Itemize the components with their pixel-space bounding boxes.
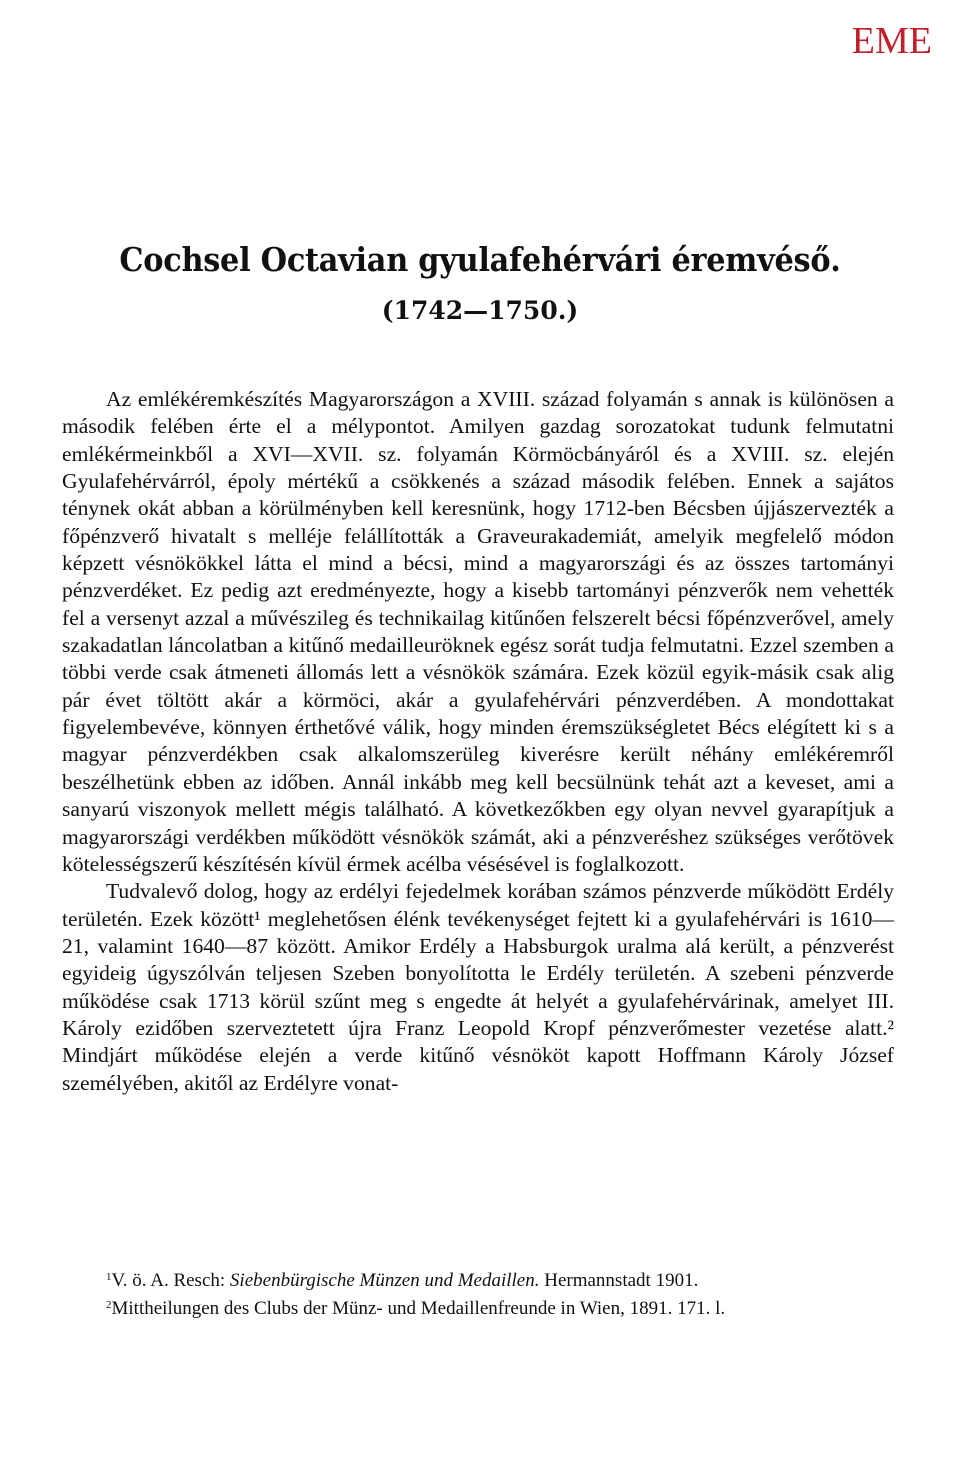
article-title: Cochsel Octavian gyulafehérvári éremvéső. <box>119 240 841 279</box>
article-subtitle: (1742—1750.) <box>381 296 579 325</box>
paragraph-2: Tudvalevő dolog, hogy az erdélyi fejedelmek korában számos pénzverde működött Erdély területén. Ezek között¹ meglehetősen élénk tevékenységet fejtett ki a gyulafehérvári is 1610—21, valamint 1640—87 között. Amikor Erdély a Habsburgok uralma alá került, a pénzverést egyideig úgyszólván teljesen Szeben bonyolította le Erdély területén. A szebeni pénzverde működése csak 1713 körül szűnt meg s engedte át helyét a gyulafehérvárinak, amelyet III. Károly ezidőben szerveztetett újra Franz Leopold Kropf pénzverőmester vezetése alatt.² Mindjárt működése elején a verde kitűnő vésnököt kapott Hoffmann Károly József személyében, akitől az Erdélyre vonat- <box>62 879 894 1095</box>
footnote-text: V. ö. A. Resch: <box>111 1270 230 1291</box>
paragraph-1: Az emlékéremkészítés Magyarországon a XVIII. század folyamán s annak is különösen a második felében érte el a mélypontot. Amilyen gazdag sorozatokat tudunk felmutatni emlékérmeinkből a XVI—XVII. sz. folyamán Körmöcbányáról és a XVIII. sz. elején Gyulafehérvárról, époly mértékű a csökkenés a század második felében. Ennek a sajátos ténynek okát abban a körülményben kell keresnünk, hogy 1712-ben Bécsben újjászervezték a főpénzverő hivatalt s melléje felállították a Graveurakademiát, amelyik megfelelő módon képzett vésnökökkel látta el mind a bécsi, mind a magyarországi és az összes tartományi pénzverdéket. Ez pedig azt eredményezte, hogy a kisebb tartományi pénzverők nem vehették fel a versenyt azzal a művészileg és technikailag kitűnően felszerelt bécsi főpénzverővel, amely szakadatlan láncolatban a kitűnő medailleuröknek egész sorát tudja felmutatni. Ezzel szemben a többi verde csak átmeneti állomás lett a vésnökök számára. Ezek közül egyik-másik csak alig pár évet töltött akár a körmöci, akár a gyulafehérvári pénzverdében. A mondottakat figyelembevéve, könnyen érthetővé válik, hogy minden éremszükségletet Bécs elégített ki s a magyar pénzverdékben csak alkalomszerüleg kiverésre került néhány emlékéremről beszélhetünk ebben az időben. Annál inkább meg kell becsülnünk tehát azt a keveset, ami a sanyarú viszonyok mellett mégis található. A következőkben egy olyan nevvel gyarapítjuk a magyarországi verdékben működött vésnökök számát, aki a pénzveréshez szükséges verőtövek kötelességszerű készítésén kívül érmek acélba vésésével is foglalkozott. <box>62 387 894 876</box>
footnote-text: Mittheilungen des Clubs der Münz- und Medaillenfreunde in Wien, 1891. 171. l. <box>111 1298 726 1319</box>
footnote-mark: 1 <box>106 1271 112 1283</box>
article-body <box>62 386 894 1097</box>
footnotes <box>62 1265 894 1321</box>
footnote-title: Siebenbürgische Münzen und Medaillen. <box>229 1270 540 1291</box>
publisher-logo <box>852 22 932 60</box>
footnote-mark: 2 <box>106 1299 112 1311</box>
footnote-1 <box>62 1265 894 1293</box>
footnote-2 <box>62 1293 894 1321</box>
footnote-text: Hermannstadt 1901. <box>539 1270 699 1291</box>
logo-text: EME <box>851 20 932 62</box>
